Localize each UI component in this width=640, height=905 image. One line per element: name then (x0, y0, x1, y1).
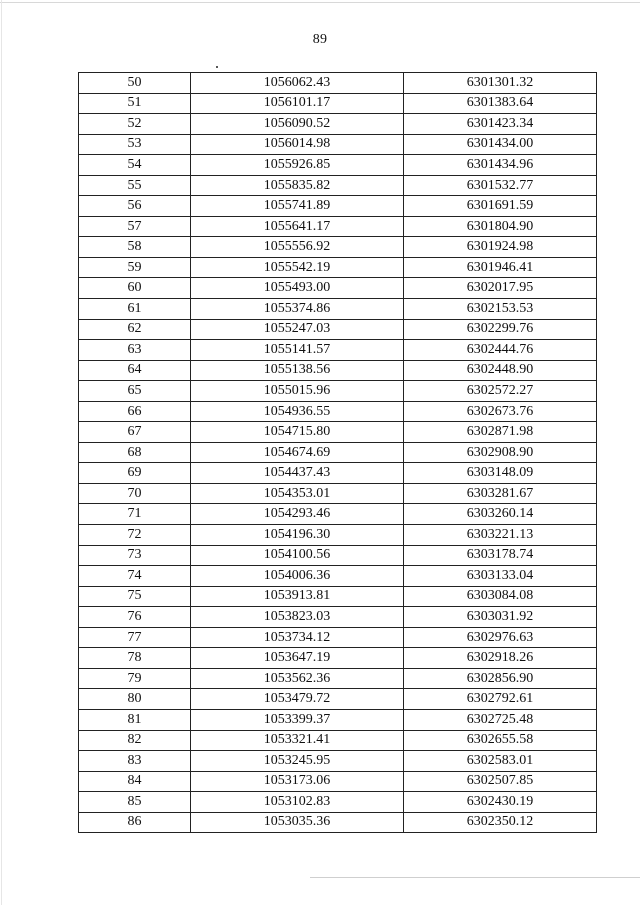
x-coordinate-cell: 1056062.43 (191, 73, 404, 94)
x-coordinate-cell: 1053399.37 (191, 709, 404, 730)
y-coordinate-cell: 6302976.63 (404, 627, 597, 648)
y-coordinate-cell: 6302507.85 (404, 771, 597, 792)
x-coordinate-cell: 1055015.96 (191, 381, 404, 402)
y-coordinate-cell: 6301691.59 (404, 196, 597, 217)
x-coordinate-cell: 1055138.56 (191, 360, 404, 381)
x-coordinate-cell: 1055247.03 (191, 319, 404, 340)
point-number-cell: 60 (79, 278, 191, 299)
x-coordinate-cell: 1053479.72 (191, 689, 404, 710)
point-number-cell: 57 (79, 216, 191, 237)
y-coordinate-cell: 6303260.14 (404, 504, 597, 525)
table-row (79, 730, 597, 751)
table-row (79, 257, 597, 278)
table-row (79, 360, 597, 381)
x-coordinate-cell: 1053321.41 (191, 730, 404, 751)
y-coordinate-cell: 6302655.58 (404, 730, 597, 751)
point-number-cell: 81 (79, 709, 191, 730)
point-number-cell: 59 (79, 257, 191, 278)
x-coordinate-cell: 1055141.57 (191, 340, 404, 361)
y-coordinate-cell: 6302908.90 (404, 442, 597, 463)
point-number-cell: 50 (79, 73, 191, 94)
point-number-cell: 79 (79, 668, 191, 689)
table-row (79, 751, 597, 772)
point-number-cell: 75 (79, 586, 191, 607)
table-row (79, 196, 597, 217)
point-number-cell: 54 (79, 155, 191, 176)
table-row (79, 155, 597, 176)
table-row (79, 175, 597, 196)
table-row (79, 545, 597, 566)
y-coordinate-cell: 6301434.00 (404, 134, 597, 155)
y-coordinate-cell: 6301924.98 (404, 237, 597, 258)
point-number-cell: 74 (79, 566, 191, 587)
x-coordinate-cell: 1055542.19 (191, 257, 404, 278)
point-number-cell: 73 (79, 545, 191, 566)
x-coordinate-cell: 1054353.01 (191, 483, 404, 504)
y-coordinate-cell: 6303221.13 (404, 525, 597, 546)
point-number-cell: 51 (79, 93, 191, 114)
table-row (79, 319, 597, 340)
y-coordinate-cell: 6302299.76 (404, 319, 597, 340)
y-coordinate-cell: 6301383.64 (404, 93, 597, 114)
table-row (79, 586, 597, 607)
y-coordinate-cell: 6303133.04 (404, 566, 597, 587)
x-coordinate-cell: 1053173.06 (191, 771, 404, 792)
y-coordinate-cell: 6302673.76 (404, 401, 597, 422)
y-coordinate-cell: 6301946.41 (404, 257, 597, 278)
point-number-cell: 85 (79, 792, 191, 813)
table-row (79, 216, 597, 237)
point-number-cell: 64 (79, 360, 191, 381)
page-number: 89 (312, 32, 328, 47)
point-number-cell: 62 (79, 319, 191, 340)
y-coordinate-cell: 6302572.27 (404, 381, 597, 402)
table-row (79, 299, 597, 320)
x-coordinate-cell: 1054293.46 (191, 504, 404, 525)
point-number-cell: 68 (79, 442, 191, 463)
x-coordinate-cell: 1055835.82 (191, 175, 404, 196)
x-coordinate-cell: 1055556.92 (191, 237, 404, 258)
point-number-cell: 58 (79, 237, 191, 258)
table-row (79, 648, 597, 669)
x-coordinate-cell: 1056101.17 (191, 93, 404, 114)
x-coordinate-cell: 1053823.03 (191, 607, 404, 628)
x-coordinate-cell: 1054715.80 (191, 422, 404, 443)
point-number-cell: 86 (79, 812, 191, 833)
table-row (79, 340, 597, 361)
y-coordinate-cell: 6303031.92 (404, 607, 597, 628)
point-number-cell: 69 (79, 463, 191, 484)
y-coordinate-cell: 6301301.32 (404, 73, 597, 94)
point-number-cell: 72 (79, 525, 191, 546)
y-coordinate-cell: 6301423.34 (404, 114, 597, 135)
table-row (79, 237, 597, 258)
point-number-cell: 82 (79, 730, 191, 751)
x-coordinate-cell: 1054196.30 (191, 525, 404, 546)
x-coordinate-cell: 1054936.55 (191, 401, 404, 422)
x-coordinate-cell: 1054674.69 (191, 442, 404, 463)
x-coordinate-cell: 1053245.95 (191, 751, 404, 772)
table-row (79, 504, 597, 525)
x-coordinate-cell: 1055641.17 (191, 216, 404, 237)
x-coordinate-cell: 1054100.56 (191, 545, 404, 566)
y-coordinate-cell: 6302725.48 (404, 709, 597, 730)
point-number-cell: 76 (79, 607, 191, 628)
table-row (79, 566, 597, 587)
x-coordinate-cell: 1053562.36 (191, 668, 404, 689)
y-coordinate-cell: 6302448.90 (404, 360, 597, 381)
point-number-cell: 55 (79, 175, 191, 196)
y-coordinate-cell: 6302153.53 (404, 299, 597, 320)
y-coordinate-cell: 6302017.95 (404, 278, 597, 299)
y-coordinate-cell: 6301532.77 (404, 175, 597, 196)
point-number-cell: 66 (79, 401, 191, 422)
y-coordinate-cell: 6302444.76 (404, 340, 597, 361)
table-row (79, 442, 597, 463)
table-row (79, 93, 597, 114)
x-coordinate-cell: 1054006.36 (191, 566, 404, 587)
point-number-cell: 56 (79, 196, 191, 217)
y-coordinate-cell: 6302918.26 (404, 648, 597, 669)
scan-edge-left (1, 0, 2, 905)
point-number-cell: 70 (79, 483, 191, 504)
table-row (79, 607, 597, 628)
table-row (79, 134, 597, 155)
coordinates-table (78, 72, 597, 833)
scan-speck (216, 66, 218, 68)
table-row (79, 463, 597, 484)
point-number-cell: 77 (79, 627, 191, 648)
y-coordinate-cell: 6303084.08 (404, 586, 597, 607)
x-coordinate-cell: 1053913.81 (191, 586, 404, 607)
x-coordinate-cell: 1056014.98 (191, 134, 404, 155)
table-row (79, 689, 597, 710)
y-coordinate-cell: 6302430.19 (404, 792, 597, 813)
y-coordinate-cell: 6302350.12 (404, 812, 597, 833)
coordinates-table-body (79, 73, 597, 833)
table-row (79, 422, 597, 443)
x-coordinate-cell: 1053102.83 (191, 792, 404, 813)
x-coordinate-cell: 1055374.86 (191, 299, 404, 320)
table-row (79, 278, 597, 299)
table-row (79, 401, 597, 422)
table-row (79, 771, 597, 792)
table-row (79, 627, 597, 648)
point-number-cell: 84 (79, 771, 191, 792)
table-row (79, 525, 597, 546)
table-row (79, 73, 597, 94)
x-coordinate-cell: 1055493.00 (191, 278, 404, 299)
x-coordinate-cell: 1053035.36 (191, 812, 404, 833)
y-coordinate-cell: 6302583.01 (404, 751, 597, 772)
table-row (79, 792, 597, 813)
scan-edge-top (0, 2, 640, 3)
y-coordinate-cell: 6302792.61 (404, 689, 597, 710)
point-number-cell: 71 (79, 504, 191, 525)
point-number-cell: 61 (79, 299, 191, 320)
y-coordinate-cell: 6303148.09 (404, 463, 597, 484)
table-row (79, 483, 597, 504)
scan-edge-bottom (310, 877, 640, 878)
y-coordinate-cell: 6303178.74 (404, 545, 597, 566)
x-coordinate-cell: 1055741.89 (191, 196, 404, 217)
table-row (79, 381, 597, 402)
point-number-cell: 52 (79, 114, 191, 135)
point-number-cell: 83 (79, 751, 191, 772)
point-number-cell: 80 (79, 689, 191, 710)
table-row (79, 114, 597, 135)
y-coordinate-cell: 6302856.90 (404, 668, 597, 689)
table-row (79, 812, 597, 833)
point-number-cell: 78 (79, 648, 191, 669)
x-coordinate-cell: 1053647.19 (191, 648, 404, 669)
x-coordinate-cell: 1056090.52 (191, 114, 404, 135)
point-number-cell: 67 (79, 422, 191, 443)
point-number-cell: 53 (79, 134, 191, 155)
y-coordinate-cell: 6303281.67 (404, 483, 597, 504)
y-coordinate-cell: 6301804.90 (404, 216, 597, 237)
point-number-cell: 65 (79, 381, 191, 402)
x-coordinate-cell: 1053734.12 (191, 627, 404, 648)
table-row (79, 709, 597, 730)
x-coordinate-cell: 1054437.43 (191, 463, 404, 484)
point-number-cell: 63 (79, 340, 191, 361)
y-coordinate-cell: 6302871.98 (404, 422, 597, 443)
table-row (79, 668, 597, 689)
y-coordinate-cell: 6301434.96 (404, 155, 597, 176)
x-coordinate-cell: 1055926.85 (191, 155, 404, 176)
